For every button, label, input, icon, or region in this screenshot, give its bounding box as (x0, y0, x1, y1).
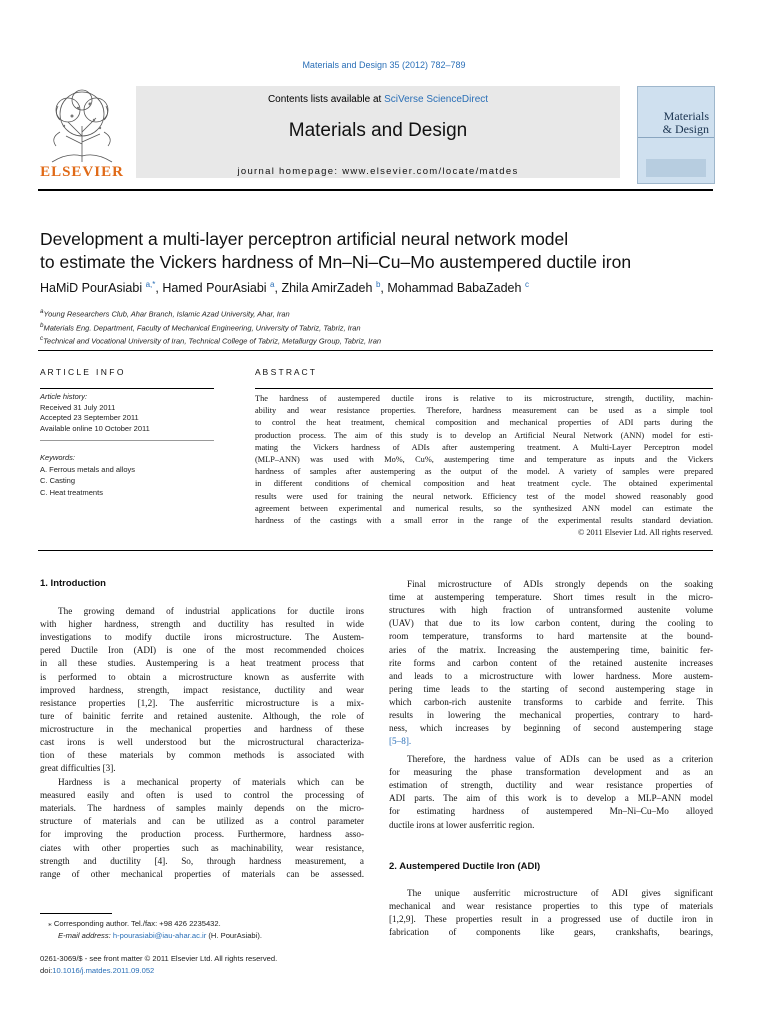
text-line: Therefore, the hardness value of ADIs can be used as a criterion (407, 754, 713, 764)
author-list (40, 280, 529, 295)
keyword[interactable]: A. Ferrous metals and alloys (40, 464, 136, 474)
keyword[interactable]: C. Heat treatments (40, 487, 103, 497)
text-line: (UAV) that due to its low carbon content, during the cooling to (389, 618, 713, 629)
text-line: pered Ductile Iron (ADI) is one of the most recommended choices (40, 645, 364, 656)
abstract-heading: A B S T R A C T (255, 367, 316, 377)
affil-text: Technical and Vocational University of Iran, Technical College of Tabriz, Metallurgy Group, Tabriz, Iran (43, 336, 382, 346)
abstract-line: results were used for training the neural network. Efficiency test of the model showed reasonably good (255, 491, 713, 501)
affiliation (40, 320, 381, 334)
affiliation (40, 306, 381, 320)
text-line: [1,2,9]. These properties result in a progressed use of ductile iron in (389, 914, 713, 925)
author-sep: , (380, 281, 388, 296)
text-line: estimation of strength, ductility and wear resistance properties of (389, 780, 713, 791)
abstract-line: production process. The aim of this study is to develop an Artificial Neural Network (ANN) model for esti- (255, 430, 713, 440)
text-line: fabrication of components like gears, crankshafts, bearings, (389, 927, 713, 938)
affil-rule (38, 350, 713, 351)
text-line: rite forms and carbon content of the retained austenite increases (389, 657, 713, 668)
author-affil-sup[interactable]: a (270, 280, 275, 289)
author-affil-sup[interactable]: b (375, 280, 381, 289)
cover-title-1: Materials (663, 109, 709, 123)
right-paragraph-3 (389, 886, 713, 946)
affiliations (40, 306, 381, 347)
affil-text: Young Researchers Club, Ahar Branch, Islamic Azad University, Ahar, Iran (43, 309, 290, 319)
affil-sup: a (40, 308, 44, 315)
author-sep: , (155, 281, 163, 296)
text-line: resistance properties [1,2]. The ausferritic microstructure is a mix- (40, 697, 364, 708)
intro-paragraph-2 (40, 775, 364, 885)
keywords (40, 452, 135, 498)
text-line: improved hardness, strength, impact resistance, ductility and wear (40, 684, 364, 695)
section-heading-adi: 2. Austempered Ductile Iron (ADI) (389, 861, 541, 872)
doi-label: doi: (40, 966, 53, 975)
author-name[interactable]: Zhila AmirZadeh (281, 281, 376, 296)
bottom-matter (40, 953, 277, 977)
issn-line: 0261-3069/$ - see front matter © 2011 Elsevier Ltd. All rights reserved. (40, 954, 278, 963)
text-line: and leads to a microstructure with lower hardness. More austem- (389, 670, 713, 681)
right-paragraph-2 (389, 752, 713, 837)
article-info-rule (40, 388, 214, 389)
abstract-line: The hardness of austempered ductile irons is relative to its microstructure, strength, ductility, machin- (255, 394, 713, 403)
text-line: great difficulties [3]. (40, 763, 116, 774)
author-name[interactable]: HaMiD PourAsiabi (40, 281, 146, 296)
affil-text: Materials Eng. Department, Faculty of Mechanical Engineering, University of Tabriz, Tabriz, Iran (43, 323, 361, 332)
affiliation (40, 333, 381, 347)
text-line: Final microstructure of ADIs strongly depends on the soaking (407, 579, 713, 589)
affil-sup: b (40, 321, 44, 329)
text-line: ture of bainitic ferrite and retained austenite. Although, the role of (40, 710, 364, 721)
abstract-line: hardness of samples after austempering as the output of the model. A variety of samples were prepared (255, 467, 713, 477)
author-name[interactable]: Mohammad BabaZadeh (387, 281, 525, 296)
journal-homepage (136, 166, 620, 177)
abstract-line: ability and wear resistance properties. Therefore, hardness measurement can be used as a simple tool (255, 406, 713, 416)
journal-citation[interactable] (0, 60, 768, 70)
text-line: aries of the matrix. Increasing the austempering time, bainitic fer- (389, 644, 713, 655)
email-label: E-mail address: (58, 931, 113, 940)
front-matter-rule (38, 550, 713, 551)
sciencedirect-link[interactable]: SciVerse ScienceDirect (384, 94, 489, 105)
text-line: Hardness is a mechanical property of materials which can be (58, 777, 364, 787)
text-line: which carbon-rich austenite transforms to carbide and ferrite. This (389, 696, 713, 707)
affil-sup: c (40, 335, 44, 342)
history-label: Article history: (40, 392, 88, 401)
abstract-line: agreement between experimental and numerical results, so the synthesized ANN model can estimate the (255, 503, 713, 513)
intro-paragraph-1 (40, 604, 364, 794)
author-affil-sup[interactable]: c (524, 280, 529, 289)
cover-title-2: & Design (662, 122, 709, 136)
history-item: Accepted 23 September 2011 (40, 413, 139, 422)
abstract-line: to control the heat treatment, chemical composition and mechanical properties of ADI parts during the (255, 418, 713, 428)
article-info-heading: A R T I C L E I N F O (40, 367, 124, 377)
keyword[interactable]: C. Casting (40, 476, 76, 485)
email-line (48, 930, 262, 942)
article-history (40, 392, 150, 434)
keywords-label: Keywords: (40, 453, 76, 462)
title-line: to estimate the Vickers hardness of Mn–Ni–Cu–Mo austempered ductile iron (40, 252, 632, 272)
abstract-line: hardness of the castings with a small error in the range of the experimental results standard deviation. (255, 516, 713, 525)
journal-title: Materials and Design (288, 120, 468, 141)
text-line[interactable]: [5–8]. (389, 736, 412, 747)
author-sep: , (274, 281, 282, 296)
corresponding-author: ⁎ Corresponding author. Tel./fax: +98 426 2235432. (48, 919, 221, 928)
article-title (40, 228, 720, 274)
contents-line (136, 94, 620, 105)
text-line: structures with high fraction of untransformed austenite volume (389, 605, 713, 616)
text-line: The unique ausferritic microstructure of ADI gives significant (407, 888, 713, 898)
contents-prefix: Contents lists available at (267, 94, 385, 105)
text-line: ciates with other properties such as machinability, wear resistance, (40, 842, 364, 853)
author-affil-sup[interactable]: a,* (145, 280, 156, 289)
text-line: investigations to modify ductile irons microstructure. The Austem- (40, 632, 364, 643)
text-line: with higher hardness, strength and ductility has resulted in wide (40, 619, 364, 630)
text-line: cast irons is well understood but the microstructural characteriza- (40, 737, 364, 747)
text-line: mechanical and wear resistance properties to this type of materials (389, 901, 713, 912)
publisher-name: ELSEVIER (40, 164, 124, 180)
text-line: tion of these materials by common methods is associated with (40, 750, 364, 761)
history-rule (40, 440, 214, 441)
history-item: Available online 10 October 2011 (40, 423, 150, 433)
citation-link[interactable]: Materials and Design 35 (2012) 782–789 (302, 60, 466, 70)
right-paragraph-1 (389, 577, 713, 767)
text-line: time at austempering temperature. Short times result in the micro- (389, 592, 713, 603)
text-line: ADI parts. The aim of this work is to develop a MLP–ANN model (389, 793, 713, 804)
text-line: for improving the production process. Furthermore, hardness asso- (40, 829, 364, 840)
text-line: results in lowering the mechanical properties, contrary to hard- (389, 710, 713, 720)
title-line: Development a multi-layer perceptron artificial neural network model (40, 229, 569, 249)
elsevier-logo (38, 86, 126, 182)
text-line: ductile irons at lower ausferritic region. (389, 819, 535, 830)
text-line: for measuring the phase transformation development and as an (389, 767, 713, 778)
footnote-rule (40, 913, 112, 914)
text-line: range of other mechanical properties of materials can be assessed. (40, 868, 364, 879)
email-link[interactable]: h-pourasiabi@iau-ahar.ac.ir (112, 931, 207, 940)
journal-cover (637, 86, 715, 184)
abstract-line: mating the Vickers hardness of ADIs after austempering treatment. A Multi-Layer Perceptron model (255, 442, 713, 452)
doi-link[interactable]: 10.1016/j.matdes.2011.09.052 (52, 966, 155, 975)
text-line: for estimating hardness of austempered Mn–Ni–Cu–Mo alloyed (389, 806, 713, 817)
footnote (48, 918, 262, 942)
author-name[interactable]: Hamed PourAsiabi (162, 281, 271, 296)
homepage-url[interactable]: www.elsevier.com/locate/matdes (342, 166, 519, 177)
text-line: strength and ductility [4]. So, through hardness measurement, a (40, 855, 364, 866)
homepage-label: journal homepage: (237, 166, 343, 177)
header-rule (38, 189, 713, 191)
text-line: materials. The hardness of samples mainly depends on the micro- (40, 803, 364, 814)
history-item: Received 31 July 2011 (40, 402, 116, 412)
abstract-rule (255, 388, 713, 389)
email-suffix: (H. PourAsiabi). (206, 931, 262, 940)
abstract-line: in different conditions of chemical composition and heat treatment cycle. The obtained experimental (255, 479, 713, 489)
text-line: is performed to obtain a microstructure known as ausferrite with (40, 671, 364, 682)
abstract-copyright: © 2011 Elsevier Ltd. All rights reserved. (577, 528, 713, 538)
abstract-body (255, 391, 713, 551)
text-line: The growing demand of industrial applications for ductile irons (58, 606, 364, 616)
section-heading-introduction: 1. Introduction (40, 578, 106, 589)
text-line: microstructure in the mechanical properties and hardness of these (40, 723, 364, 734)
abstract-line: (MLP–ANN) was used with Mo%, Cu%, austempering time and temperature as inputs and the Vickers (255, 455, 713, 464)
text-line: structure of materials and can be utilized as a control parameter (40, 816, 364, 827)
text-line: room temperature, transforms to hard martensite at the bound- (389, 631, 713, 642)
text-line: pering time leads to the starting of second austempering stage in (389, 683, 713, 694)
elsevier-tree-icon (38, 86, 126, 164)
text-line: ness, which increases by beginning of second austempering stage (389, 723, 713, 734)
doi-line (40, 965, 277, 977)
text-line: measured easily and often is used to control the processing of (40, 790, 364, 801)
text-line: in all these studies. Austempering is a heat treatment process that (40, 658, 364, 669)
